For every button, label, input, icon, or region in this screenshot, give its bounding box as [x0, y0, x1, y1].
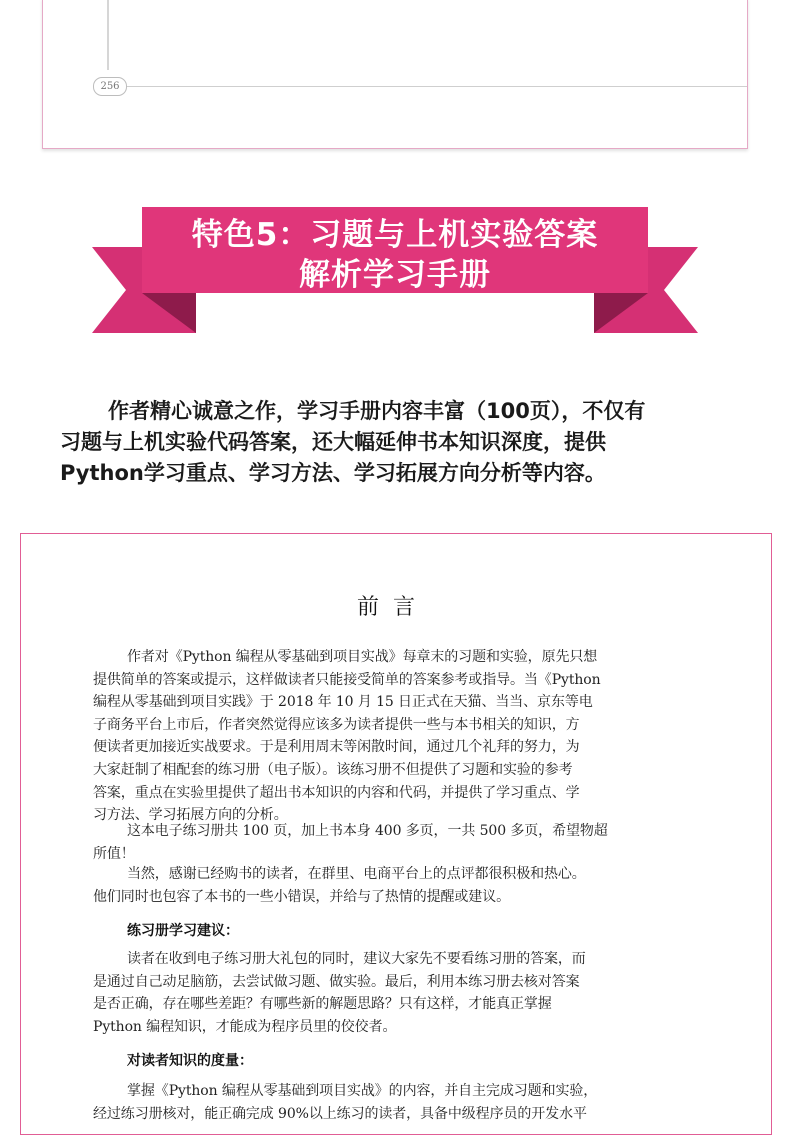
intro-line: Python学习重点、学习方法、学习拓展方向分析等内容。 [60, 461, 606, 485]
preface-paragraph-1 [93, 646, 693, 827]
footer-rule [107, 86, 747, 87]
text-line: 子商务平台上市后，作者突然觉得应该多为读者提供一些与本书相关的知识，方 [93, 716, 580, 733]
text-line: 作者对《Python 编程从零基础到项目实战》每章末的习题和实验，原先只想 [127, 649, 598, 665]
intro-line: 作者精心诚意之作，学习手册内容丰富（100页），不仅有 [108, 399, 646, 423]
banner-title-line2: 解析学习手册 [299, 257, 491, 293]
text-line: 经过练习册核对，能正确完成 90%以上练习的读者，具备中级程序员的开发水平 [93, 1105, 587, 1122]
page-number-badge: 256 [93, 77, 127, 96]
text-line: 这本电子练习册共 100 页，加上书本身 400 多页，一共 500 多页，希望物超 [127, 823, 608, 839]
text-line: 读者在收到电子练习册大礼包的同时，建议大家先不要看练习册的答案，而 [127, 951, 586, 967]
intro-line: 习题与上机实验代码答案，还大幅延伸书本知识深度，提供 [60, 430, 606, 454]
banner-title-line1: 特色5：习题与上机实验答案 [191, 217, 599, 253]
text-line: 答案，重点在实验里提供了超出书本知识的内容和代码，并提供了学习重点、学 [93, 784, 580, 801]
preface-paragraph-3 [93, 863, 693, 908]
margin-rule [107, 0, 109, 70]
preface-paragraph-2 [93, 820, 693, 865]
preface-paragraph-5 [93, 1080, 693, 1125]
text-line: 他们同时也包容了本书的一些小错误，并给与了热情的提醒或建议。 [93, 888, 510, 905]
text-line: 是通过自己动足脑筋，去尝试做习题、做实验。最后，利用本练习册去核对答案 [93, 973, 580, 990]
preface-page [20, 533, 772, 1135]
feature-banner [92, 205, 698, 335]
preface-title: 前言 [356, 595, 429, 620]
text-line: 当然，感谢已经购书的读者，在群里、电商平台上的点评都很积极和热心。 [127, 866, 586, 882]
text-line: 大家赶制了相配套的练习册（电子版）。该练习册不但提供了习题和实验的参考 [93, 761, 573, 778]
banner-title [142, 215, 648, 295]
text-line: 编程从零基础到项目实践》于 2018 年 10 月 15 日正式在天猫、当当、京东等电 [93, 694, 593, 711]
text-line: 习方法、学习拓展方向的分析。 [93, 807, 288, 824]
section-heading-study-advice: 练习册学习建议： [127, 923, 239, 939]
intro-paragraph [60, 396, 740, 489]
text-line: 是否正确，存在哪些差距？有哪些新的解题思路？只有这样，才能真正掌握 [93, 996, 552, 1013]
text-line: 掌握《Python 编程从零基础到项目实战》的内容，并自主完成习题和实验， [127, 1083, 598, 1099]
text-line: Python 编程知识，才能成为程序员里的佼佼者。 [93, 1018, 397, 1035]
preface-paragraph-4 [93, 948, 693, 1038]
text-line: 便读者更加接近实战要求。于是利用周末等闲散时间，通过几个礼拜的努力，为 [93, 739, 580, 756]
text-line: 提供简单的答案或提示，这样做读者只能接受简单的答案参考或指导。当《Python [93, 671, 601, 688]
text-line: 所值！ [93, 845, 135, 862]
section-heading-knowledge-measure: 对读者知识的度量： [127, 1053, 253, 1069]
previous-page-fragment [42, 0, 748, 149]
